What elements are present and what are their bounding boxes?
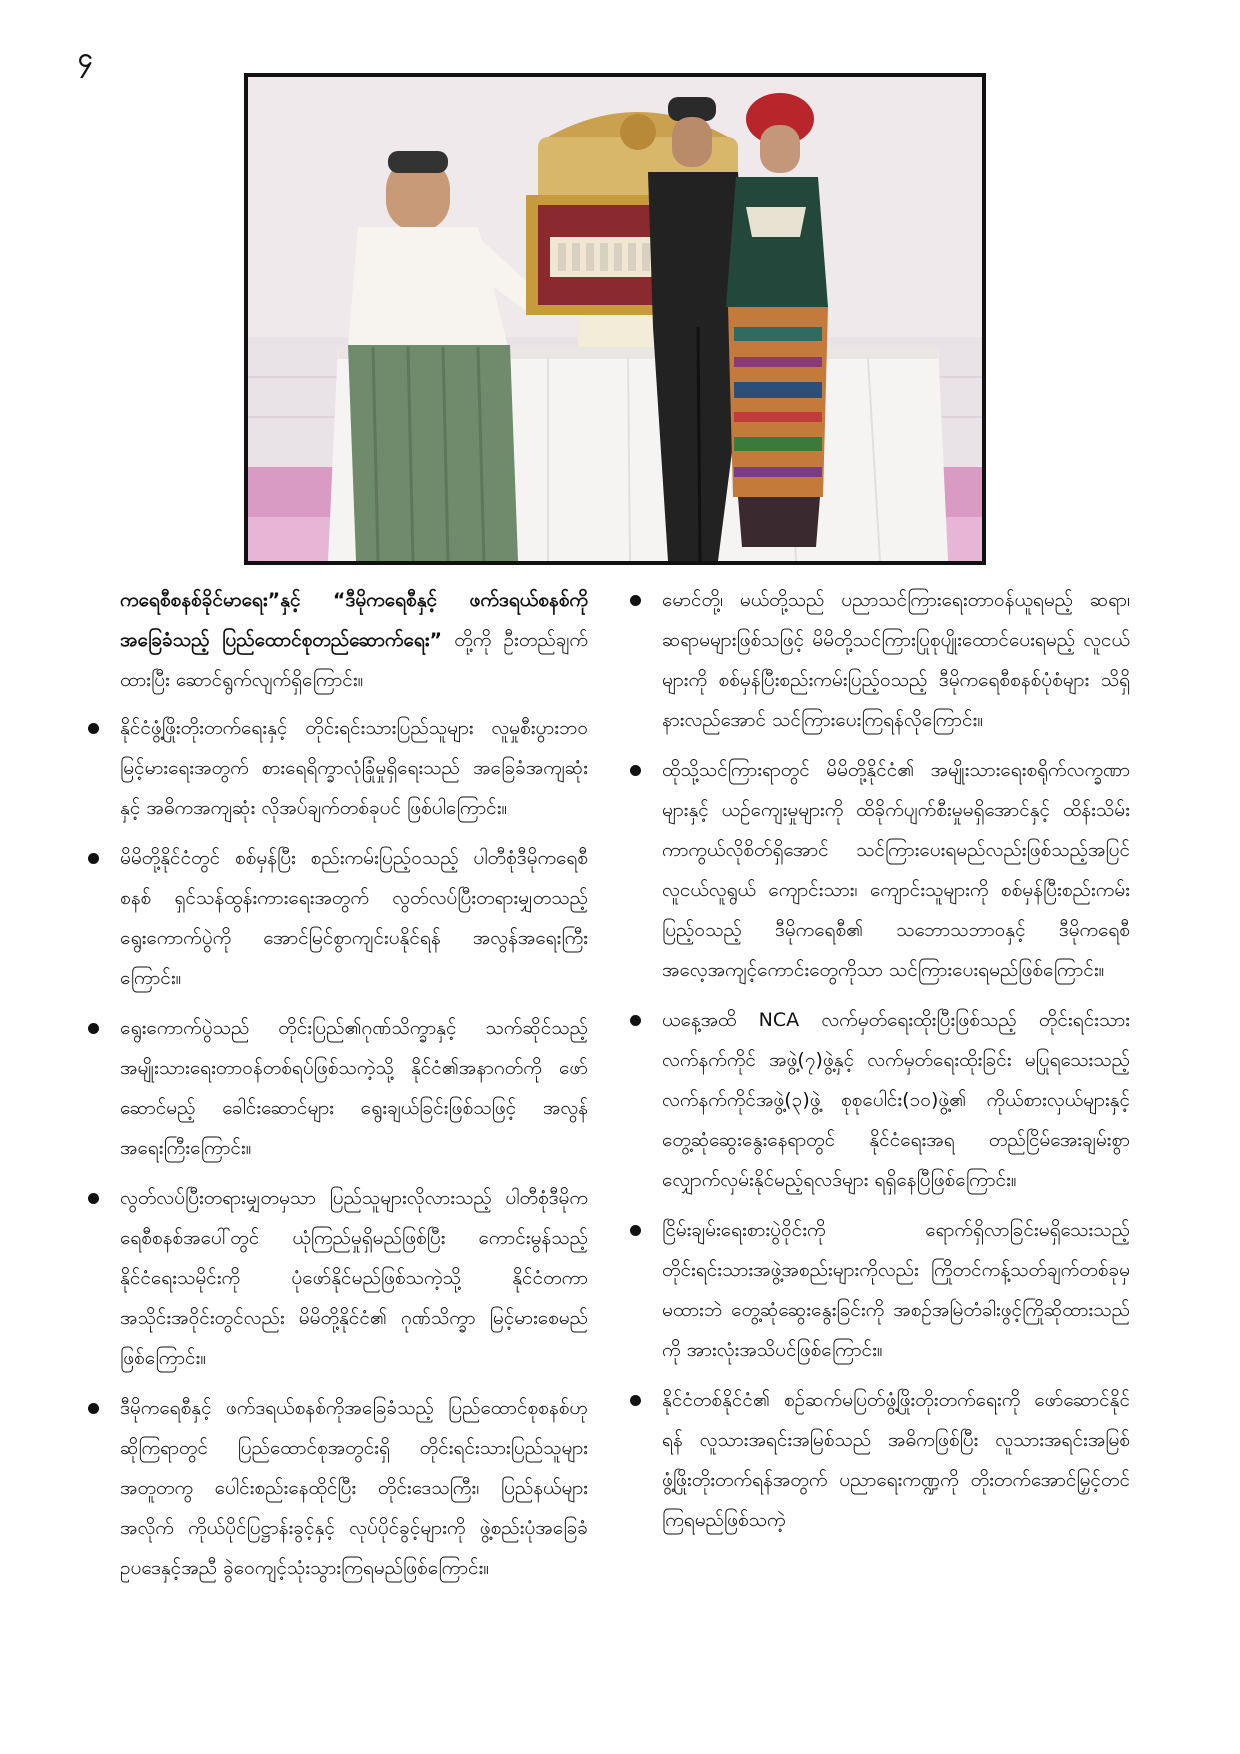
right-bullet-list	[630, 580, 1130, 1540]
list-item	[88, 838, 588, 998]
list-item-text: ဒီမိုကရေစီနှင့် ဖက်ဒရယ်စနစ်ကိုအခြေခံသည့် ပြည်ထောင်စုစနစ်ဟုဆိုကြရာတွင် ပြည်ထောင်စုအတွင်းရှိ တိုင်းရင်းသားပြည်သူများ အတူတကွ ပေါင်းစည်းနေထိုင်ပြီး တိုင်းဒေသကြီး၊ ပြည်နယ်များအလိုက် ကိုယ်ပိုင်ပြဋ္ဌာန်းခွင့်နှင့် လုပ်ပိုင်ခွင့်များကို ဖွဲ့စည်းပုံအခြေခံဥပဒေနှင့်အညီ ခွဲဝေကျင့်သုံးသွားကြရမည်ဖြစ်ကြောင်း။	[120, 1397, 588, 1579]
list-item-text: ထိုသို့သင်ကြားရာတွင် မိမိတို့နိုင်ငံ၏ အမျိုးသားရေးစရိုက်လက္ခဏာများနှင့် ယဉ်ကျေးမှုများကို ထိခိုက်ပျက်စီးမှုမရှိအောင်နှင့် ထိန်းသိမ်းကာကွယ်လိုစိတ်ရှိအောင် သင်ကြားပေးရမည်လည်းဖြစ်သည့်အပြင် လူငယ်လူရွယ် ကျောင်းသား၊ ကျောင်းသူများကို စစ်မှန်ပြီးစည်းကမ်းပြည့်ဝသည့် ဒီမိုကရေစီ၏ သဘောသဘာဝနှင့် ဒီမိုကရေစီအလေ့အကျင့်ကောင်းတွေကိုသာ သင်ကြားပေးရမည်ဖြစ်ကြောင်း။	[662, 759, 1130, 981]
lead-bold-text: ကရေစီစနစ်ခိုင်မာရေး”နှင့် “ဒီမိုကရေစီနှင့် ဖက်ဒရယ်စနစ်ကို အခြေခံသည့် ပြည်ထောင်စုတည်ဆောက်ရေး”	[120, 589, 588, 651]
list-item	[630, 1000, 1130, 1200]
list-item	[88, 708, 588, 828]
bullet-icon	[88, 1023, 99, 1034]
list-item	[630, 1380, 1130, 1540]
bullet-icon	[88, 1193, 99, 1204]
list-item	[630, 1210, 1130, 1370]
list-item	[88, 1178, 588, 1378]
lead-rest-text: တို့ကို ဦးတည်ချက်ထားပြီး ဆောင်ရွက်လျက်ရှိကြောင်း။	[120, 629, 588, 691]
left-bullet-list	[88, 708, 588, 1588]
list-item	[630, 580, 1130, 740]
list-item	[88, 1388, 588, 1588]
lead-paragraph	[120, 580, 588, 700]
ceremony-illustration	[248, 77, 982, 561]
bullet-icon	[88, 723, 99, 734]
list-item	[630, 750, 1130, 990]
list-item-text: နိုင်ငံတစ်နိုင်ငံ၏ စဉ်ဆက်မပြတ်ဖွံ့ဖြိုးတိုးတက်ရေးကို ဖော်ဆောင်နိုင်ရန် လူသားအရင်းအမြစ်သည် အဓိကဖြစ်ပြီး လူသားအရင်းအမြစ် ဖွံ့ဖြိုးတိုးတက်ရန်အတွက် ပညာရေးကဏ္ဍကို တိုးတက်အောင်မြှင့်တင်ကြရမည်ဖြစ်သကဲ့	[662, 1389, 1130, 1531]
bullet-icon	[630, 765, 641, 776]
ceremony-photo	[244, 73, 986, 565]
bullet-icon	[630, 1395, 641, 1406]
list-item-text: လွတ်လပ်ပြီးတရားမျှတမှသာ ပြည်သူများလိုလားသည့် ပါတီစုံဒီမိုကရေစီစနစ်အပေါ်တွင် ယုံကြည်မှုရှိမည်ဖြစ်ပြီး ကောင်းမွန်သည့် နိုင်ငံရေးသမိုင်းကို ပုံဖော်နိုင်မည်ဖြစ်သကဲ့သို့ နိုင်ငံတကာအသိုင်းအဝိုင်းတွင်လည်း မိမိတို့နိုင်ငံ၏ ဂုဏ်သိက္ခာ မြင့်မားစေမည်ဖြစ်ကြောင်း။	[120, 1187, 588, 1369]
list-item	[88, 1008, 588, 1168]
bullet-icon	[630, 1015, 641, 1026]
page-number: ၄	[78, 43, 93, 73]
bullet-icon	[630, 595, 641, 606]
list-item-text: ငြိမ်းချမ်းရေးစားပွဲဝိုင်းကို ရောက်ရှိလာခြင်းမရှိသေးသည့် တိုင်းရင်းသားအဖွဲ့အစည်းများကိုလည်း ကြိုတင်ကန့်သတ်ချက်တစ်ခုမှမထားဘဲ တွေ့ဆုံဆွေးနွေးခြင်းကို အစဉ်အမြဲတံခါးဖွင့်ကြိုဆိုထားသည်ကို အားလုံးအသိပင်ဖြစ်ကြောင်း။	[662, 1219, 1130, 1361]
list-item-text: မိမိတို့နိုင်ငံတွင် စစ်မှန်ပြီး စည်းကမ်းပြည့်ဝသည့် ပါတီစုံဒီမိုကရေစီစနစ် ရှင်သန်ထွန်းကားရေးအတွက် လွတ်လပ်ပြီးတရားမျှတသည့် ရွေးကောက်ပွဲကို အောင်မြင်စွာကျင်းပနိုင်ရန် အလွန်အရေးကြီးကြောင်း။	[120, 847, 588, 989]
bullet-icon	[88, 853, 99, 864]
list-item-text: ယနေ့အထိ NCA လက်မှတ်ရေးထိုးပြီးဖြစ်သည့် တိုင်းရင်းသားလက်နက်ကိုင် အဖွဲ့(၇)ဖွဲ့နှင့် လက်မှတ်ရေးထိုးခြင်း မပြုရသေးသည့် လက်နက်ကိုင်အဖွဲ့(၃)ဖွဲ့ စုစုပေါင်း(၁၀)ဖွဲ့၏ ကိုယ်စားလှယ်များနှင့်တွေ့ဆုံဆွေးနွေးနေရာတွင် နိုင်ငံရေးအရ တည်ငြိမ်အေးချမ်းစွာ လျှောက်လှမ်းနိုင်မည့်ရလဒ်များ ရရှိနေပြီဖြစ်ကြောင်း။	[662, 1009, 1130, 1191]
right-column	[630, 580, 1130, 1550]
list-item-text: နိုင်ငံဖွံ့ဖြိုးတိုးတက်ရေးနှင့် တိုင်းရင်းသားပြည်သူများ လူမှုစီးပွားဘဝမြင့်မားရေးအတွက် စားရေရိက္ခာလုံခြုံမှုရှိရေးသည် အခြေခံအကျဆုံးနှင့် အဓိကအကျဆုံး လိုအပ်ချက်တစ်ခုပင် ဖြစ်ပါကြောင်း။	[120, 717, 588, 819]
left-column	[88, 580, 588, 1598]
list-item-text: ရွေးကောက်ပွဲသည် တိုင်းပြည်၏ဂုဏ်သိက္ခာနှင့် သက်ဆိုင်သည့်အမျိုးသားရေးတာဝန်တစ်ရပ်ဖြစ်သကဲ့သို့ နိုင်ငံ၏အနာဂတ်ကို ဖော်ဆောင်မည့် ခေါင်းဆောင်များ ရွေးချယ်ခြင်းဖြစ်သဖြင့် အလွန်အရေးကြီးကြောင်း။	[120, 1017, 588, 1159]
bullet-icon	[88, 1403, 99, 1414]
list-item-text: မောင်တို့၊ မယ်တို့သည် ပညာသင်ကြားရေးတာဝန်ယူရမည့် ဆရာ၊ ဆရာမများဖြစ်သဖြင့် မိမိတို့သင်ကြားပြုစုပျိုးထောင်ပေးရမည့် လူငယ်များကို စစ်မှန်ပြီးစည်းကမ်းပြည့်ဝသည့် ဒီမိုကရေစီစနစ်ပုံစံများ သိရှိနားလည်အောင် သင်ကြားပေးကြရန်လိုကြောင်း။	[662, 589, 1130, 731]
bullet-icon	[630, 1225, 641, 1236]
